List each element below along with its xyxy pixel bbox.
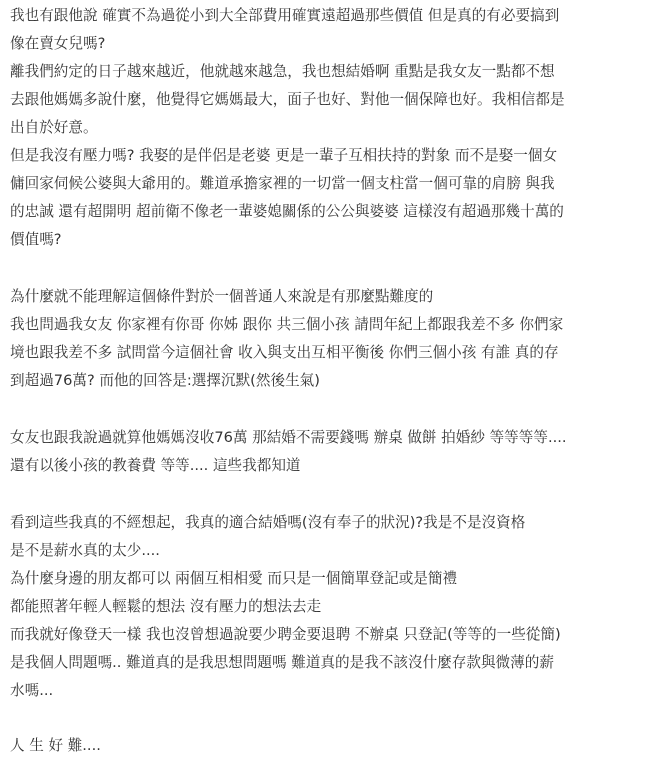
post-line: 我也有跟他說 確實不為過從小到大全部費用確實遠超過那些價值 但是真的有必要搞到: [10, 7, 560, 24]
post-line: 為什麼就不能理解這個條件對於一個普通人來說是有那麼點難度的: [10, 288, 434, 305]
post-closing-line: 人 生 好 難....: [10, 737, 101, 754]
post-line: 而我就好像登天一樣 我也沒曾想過說要少聘金要退聘 不辦桌 只登記(等等的一些從簡): [10, 626, 561, 643]
post-line: 水嗎...: [10, 682, 54, 699]
post-line: 出自於好意。: [10, 119, 98, 136]
post-line: 境也跟我差不多 試問當今這個社會 收入與支出互相平衡後 你們三個小孩 有誰 真的存: [10, 344, 559, 361]
post-line: 像在賣女兒嗎?: [10, 35, 106, 52]
post-line: 但是我沒有壓力嗎? 我娶的是伴侶是老婆 更是一輩子互相扶持的對象 而不是娶一個女: [10, 147, 558, 164]
post-line: 為什麼身邊的朋友都可以 兩個互相相愛 而只是一個簡單登記或是簡禮: [10, 570, 458, 587]
post-line: 到超過76萬? 而他的回答是:選擇沉默(然後生氣): [10, 372, 320, 389]
post-line: 價值嗎?: [10, 231, 62, 248]
post-line: 女友也跟我說過就算他媽媽沒收76萬 那結婚不需要錢嗎 辦桌 做餅 拍婚紗 等等等等....: [10, 429, 567, 446]
post-line: 是我個人問題嗎.. 難道真的是我思想問題嗎 難道真的是我不該沒什麼存款與微薄的薪: [10, 654, 554, 671]
post-line: 都能照著年輕人輕鬆的想法 沒有壓力的想法去走: [10, 598, 322, 615]
post-line: 的忠誠 還有超開明 超前衛不像老一輩婆媳關係的公公與婆婆 這樣沒有超過那幾十萬的: [10, 203, 564, 220]
post-line: 傭回家伺候公婆與大爺用的。難道承擔家裡的一切當一個支柱當一個可靠的肩膀 與我: [10, 175, 555, 192]
post-line: 我也問過我女友 你家裡有你哥 你姊 跟你 共三個小孩 請問年紀上都跟我差不多 你們家: [10, 316, 564, 333]
post-line: 看到這些我真的不經想起，我真的適合結婚嗎(沒有奉子的狀況)?我是不是沒資格: [10, 514, 526, 531]
post-line: 離我們約定的日子越來越近，他就越來越急，我也想結婚啊 重點是我女友一點都不想: [10, 63, 555, 80]
post-line: 去跟他媽媽多說什麼，他覺得它媽媽最大，面子也好、對他一個保障也好。我相信都是: [10, 91, 565, 108]
post-line: 是不是薪水真的太少....: [10, 542, 160, 559]
post-line: 還有以後小孩的教養費 等等.... 這些我都知道: [10, 457, 301, 474]
